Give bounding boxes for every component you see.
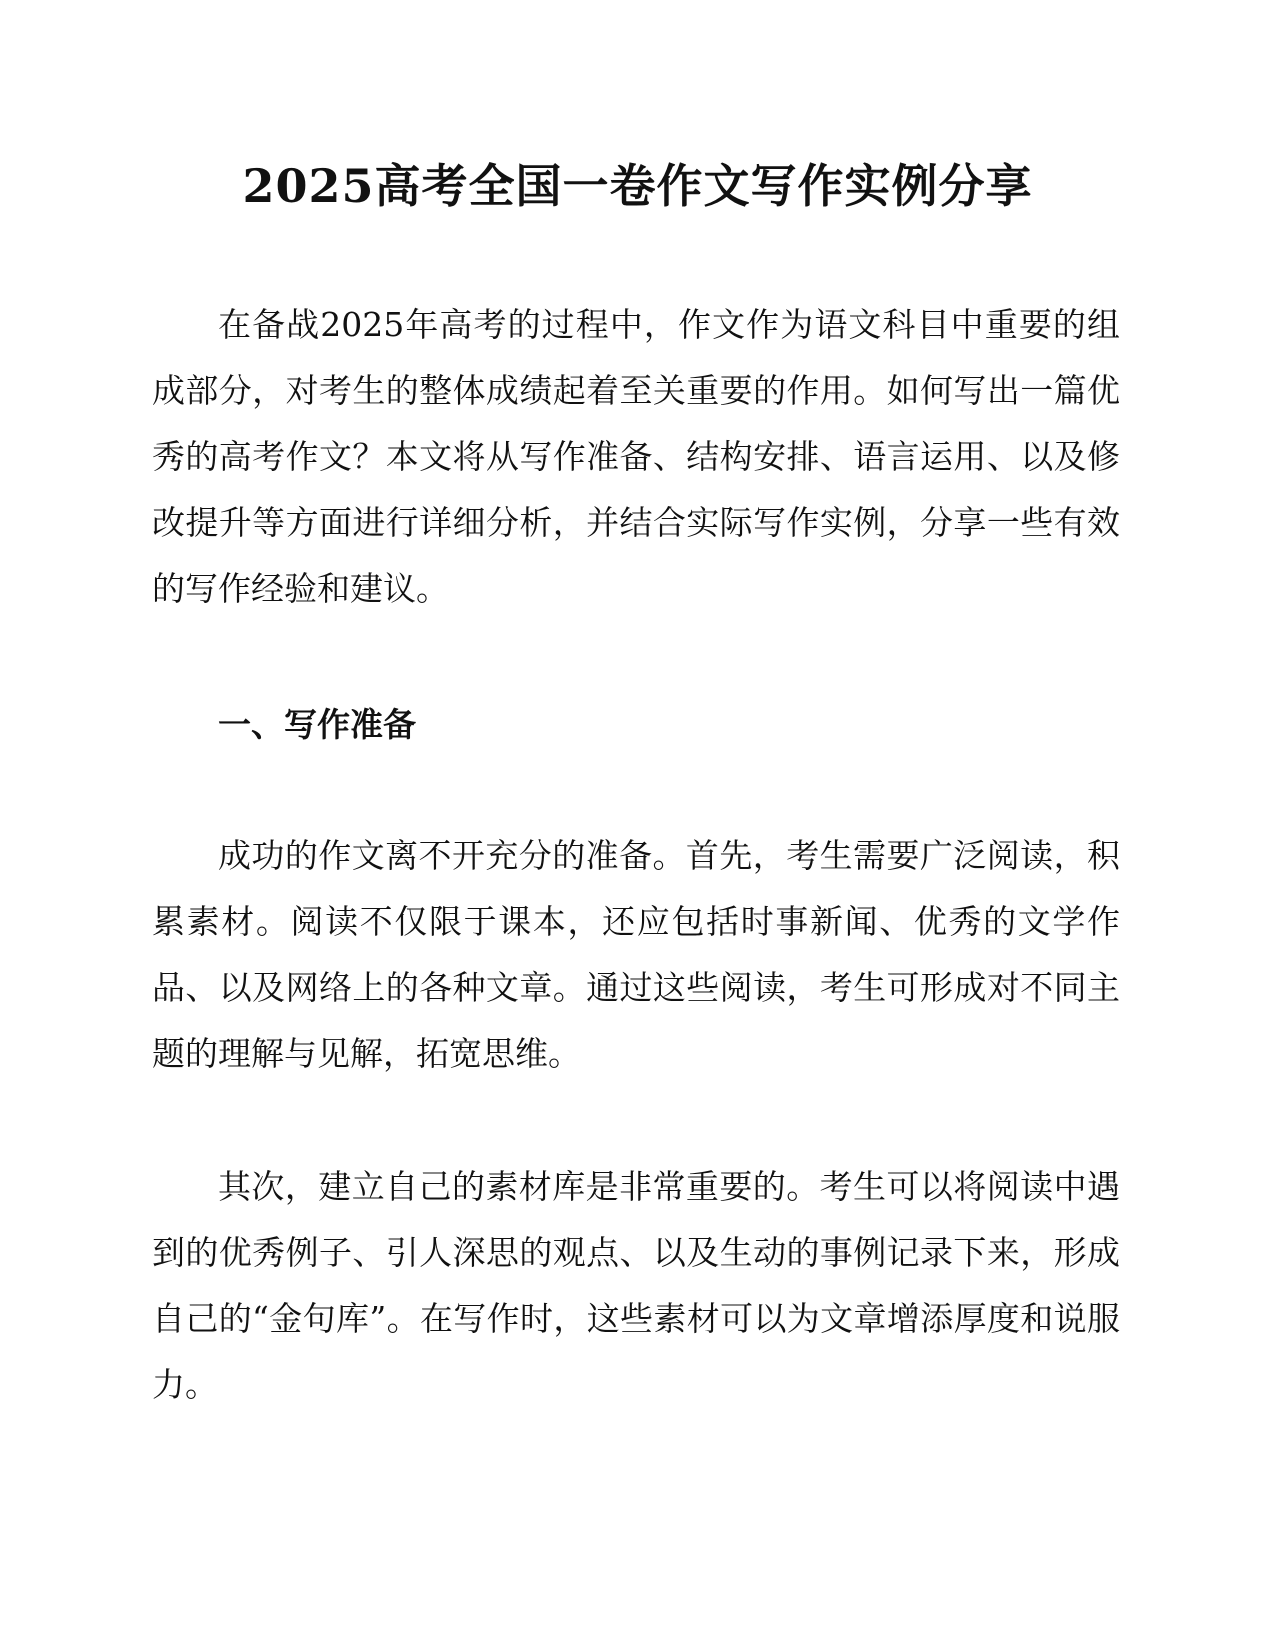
prep-paragraph-2: 其次，建立自己的素材库是非常重要的。考生可以将阅读中遇到的优秀例子、引人深思的观点、以及生动的事例记录下来，形成自己的“金句库”。在写作时，这些素材可以为文章增添厚度和说服力。 xyxy=(152,1167,1120,1404)
section-heading-writing-prep: 一、写作准备 xyxy=(218,705,416,744)
prep-paragraph-1: 成功的作文离不开充分的准备。首先，考生需要广泛阅读，积累素材。阅读不仅限于课本，还应包括时事新闻、优秀的文学作品、以及网络上的各种文章。通过这些阅读，考生可形成对不同主题的理解与见解，拓宽思维。 xyxy=(152,836,1120,1073)
document-title: 2025高考全国一卷作文写作实例分享 xyxy=(242,159,1033,213)
intro-paragraph: 在备战2025年高考的过程中，作文作为语文科目中重要的组成部分，对考生的整体成绩起着至关重要的作用。如何写出一篇优秀的高考作文？本文将从写作准备、结构安排、语言运用、以及修改提升等方面进行详细分析，并结合实际写作实例，分享一些有效的写作经验和建议。 xyxy=(152,305,1120,608)
